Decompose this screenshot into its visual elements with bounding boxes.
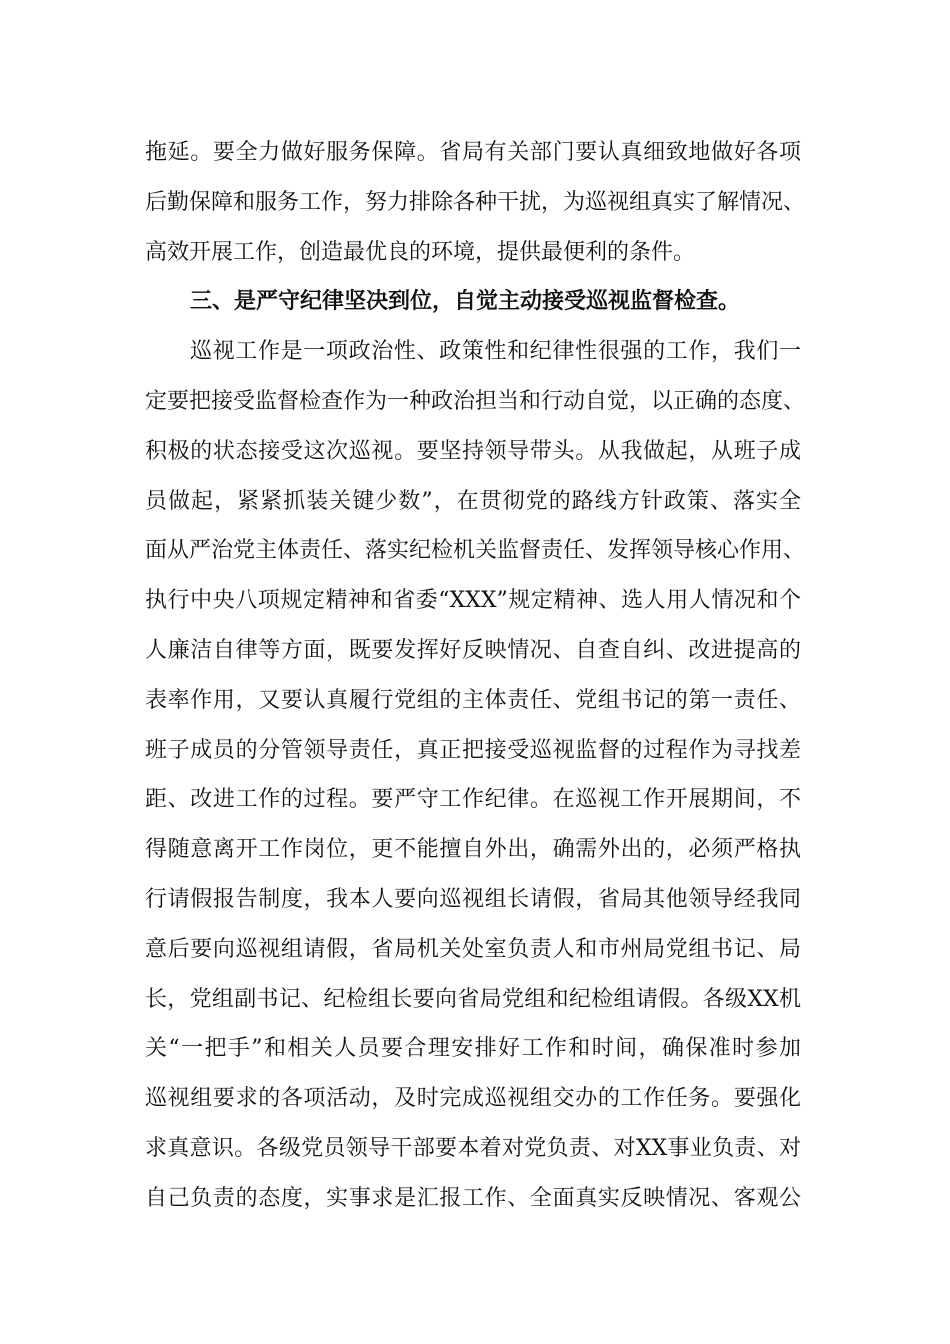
text-line: 距、改进工作的过程。要严守工作纪律。在巡视工作开展期间，不 [145, 787, 801, 813]
document-page [145, 133, 806, 1229]
text-line: 自己负责的态度，实事求是汇报工作、全面真实反映情况、客观公 [145, 1185, 801, 1211]
text-line: 求真意识。各级党员领导干部要本着对党负责、对XX事业负责、对 [145, 1135, 801, 1161]
text-line: 长，党组副书记、纪检组长要向省局党组和纪检组请假。各级XX机 [145, 986, 801, 1012]
section-heading: 三、是严守纪律坚决到位，自觉主动接受巡视监督检查。 [190, 289, 741, 315]
text-line: 得随意离开工作岗位，更不能擅自外出，确需外出的，必须严格执 [145, 837, 801, 863]
text-line: 后勤保障和服务工作，努力排除各种干扰，为巡视组真实了解情况、 [145, 189, 806, 215]
text-line: 表率作用，又要认真履行党组的主体责任、党组书记的第一责任、 [145, 687, 801, 713]
text-line: 执行中央八项规定精神和省委“XXX”规定精神、选人用人情况和个 [145, 588, 801, 614]
text-line: 关“一把手”和相关人员要合理安排好工作和时间，确保准时参加 [145, 1036, 801, 1062]
text-line: 定要把接受监督检查作为一种政治担当和行动自觉，以正确的态度、 [145, 388, 806, 414]
text-line: 积极的状态接受这次巡视。要坚持领导带头。从我做起，从班子成 [145, 438, 801, 464]
text-line: 班子成员的分管领导责任，真正把接受巡视监督的过程作为寻找差 [145, 737, 801, 763]
text-line: 巡视组要求的各项活动，及时完成巡视组交办的工作任务。要强化 [145, 1086, 801, 1112]
text-line: 面从严治党主体责任、落实纪检机关监督责任、发挥领导核心作用、 [145, 538, 806, 564]
text-line: 巡视工作是一项政治性、政策性和纪律性很强的工作，我们一 [190, 339, 801, 365]
text-line: 拖延。要全力做好服务保障。省局有关部门要认真细致地做好各项 [145, 140, 801, 165]
text-line: 人廉洁自律等方面，既要发挥好反映情况、自查自纠、改进提高的 [145, 637, 801, 663]
text-line: 行请假报告制度，我本人要向巡视组长请假，省局其他领导经我同 [145, 886, 801, 912]
text-line: 高效开展工作，创造最优良的环境，提供最便利的条件。 [145, 239, 696, 265]
text-line: 意后要向巡视组请假，省局机关处室负责人和市州局党组书记、局 [145, 936, 801, 962]
text-line: 员做起，紧紧抓装关键少数”，在贯彻党的路线方针政策、落实全 [145, 488, 801, 514]
